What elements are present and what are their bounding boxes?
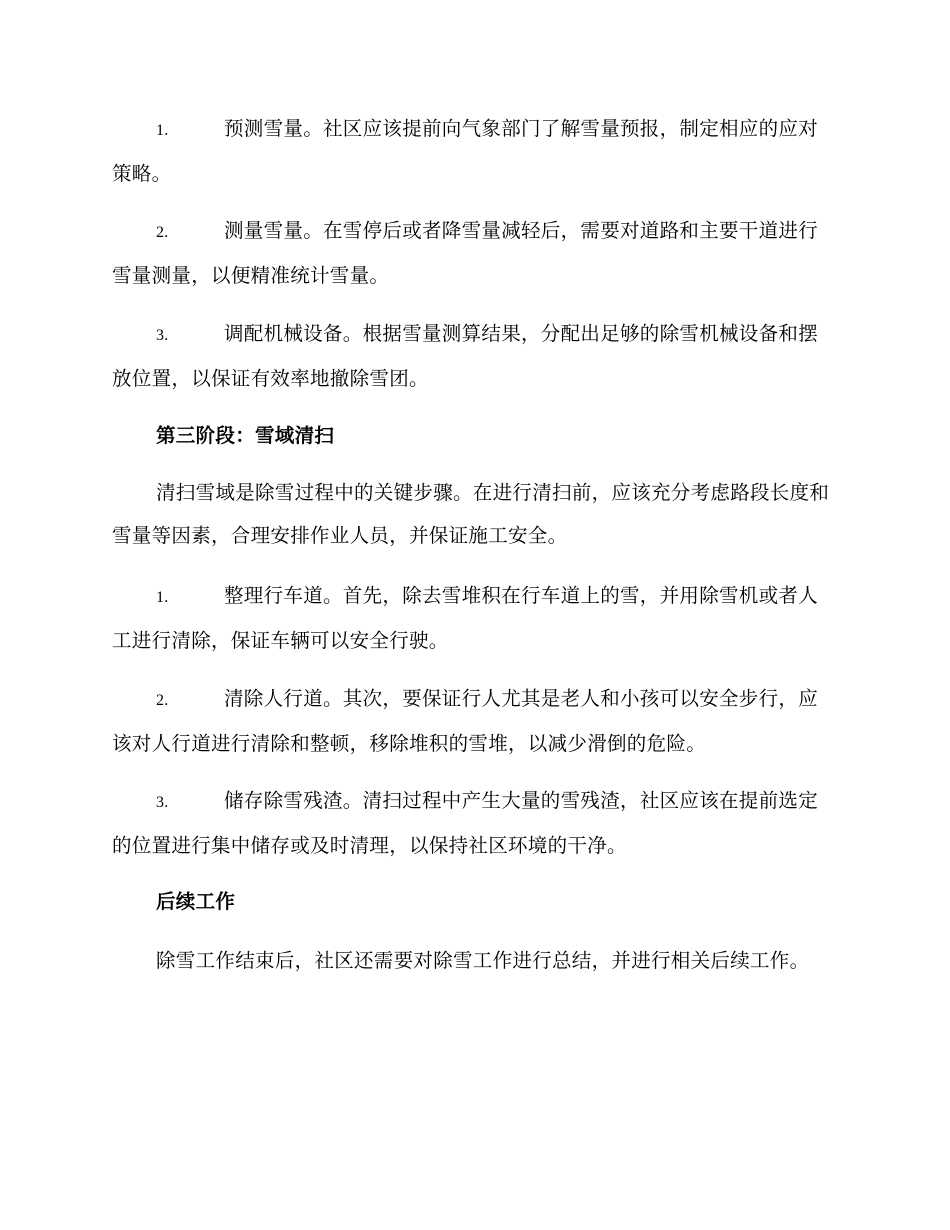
list-text: 整理行车道。首先，除去雪堆积在行车道上的雪，并用除雪机或者人工进行清除，保证车辆可以安全行驶。 [112, 584, 819, 652]
list-item [112, 312, 837, 400]
list-text: 储存除雪残渣。清扫过程中产生大量的雪残渣，社区应该在提前选定的位置进行集中储存或及时清理，以保持社区环境的干净。 [112, 789, 819, 857]
list-item [112, 209, 837, 297]
section-heading: 第三阶段：雪域清扫 [156, 424, 335, 447]
list-item [112, 574, 837, 662]
section-body: 除雪工作结束后，社区还需要对除雪工作进行总结，并进行相关后续工作。 [156, 949, 810, 972]
section-heading: 后续工作 [156, 890, 236, 913]
list-number: 2. [156, 692, 169, 709]
list-number: 2. [156, 224, 169, 241]
list-text: 调配机械设备。根据雪量测算结果，分配出足够的除雪机械设备和摆放位置，以保证有效率地撤除雪团。 [112, 322, 819, 390]
list-item [112, 779, 837, 867]
list-text: 测量雪量。在雪停后或者降雪量减轻后，需要对道路和主要干道进行雪量测量，以便精准统计雪量。 [112, 219, 819, 287]
list-number: 1. [156, 589, 169, 606]
section-intro: 清扫雪域是除雪过程中的关键步骤。在进行清扫前，应该充分考虑路段长度和雪量等因素，合理安排作业人员，并保证施工安全。 [112, 481, 830, 547]
list-number: 3. [156, 327, 169, 344]
list-number: 3. [156, 794, 169, 811]
list-text: 预测雪量。社区应该提前向气象部门了解雪量预报，制定相应的应对策略。 [112, 117, 819, 185]
list-number: 1. [156, 122, 169, 139]
list-text: 清除人行道。其次，要保证行人尤其是老人和小孩可以安全步行，应该对人行道进行清除和整顿，移除堆积的雪堆，以减少滑倒的危险。 [112, 687, 819, 755]
list-item [112, 107, 837, 195]
list-item [112, 677, 837, 765]
